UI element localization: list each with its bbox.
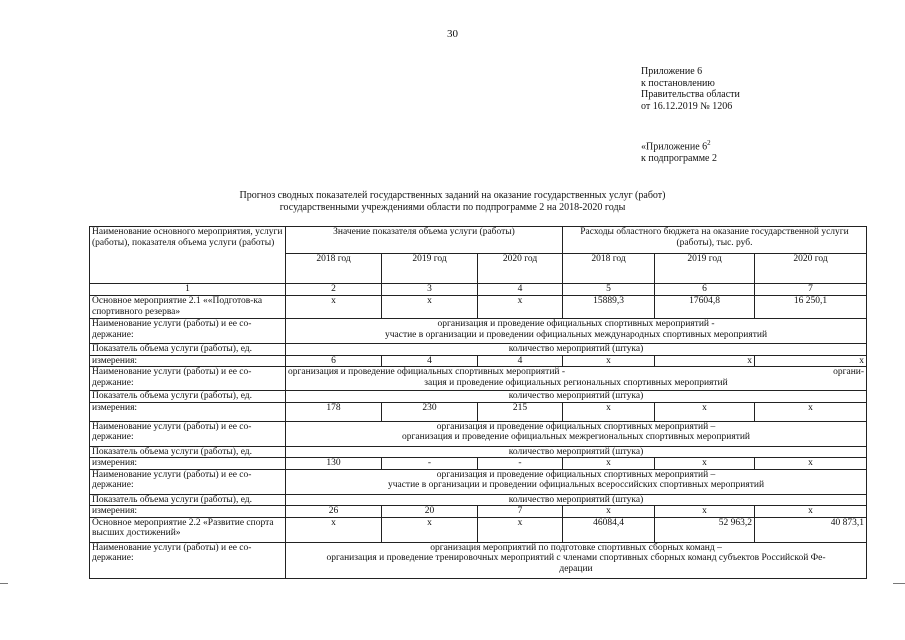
annex-block [641, 66, 740, 112]
table-row-indicator [90, 446, 867, 458]
value-cell: 17604,8 [655, 296, 755, 319]
value-cell: 4 [478, 355, 563, 367]
service-name-part: организация и проведение официальных спортивных мероприятий - [288, 367, 566, 377]
value-cell: 4 [382, 355, 478, 367]
service-name-text [286, 319, 867, 344]
value-cell: х [563, 402, 655, 421]
value-cell: х [563, 355, 655, 367]
value-cell: 6 [286, 355, 382, 367]
value-cell: х [755, 506, 867, 518]
header-year: 2018 год [286, 254, 382, 284]
indicators-table [89, 226, 867, 579]
service-name-text [286, 542, 867, 578]
scan-edge-mark [893, 583, 905, 584]
value-cell: х [478, 296, 563, 319]
table-row-main-event-1 [90, 296, 867, 319]
title-line: Прогноз сводных показателей государственных заданий на оказание государственных услуг (работ) [239, 190, 666, 201]
value-cell: х [382, 517, 478, 542]
service-name-line: организация и проведение официальных межрегиональных спортивных мероприятий [402, 432, 751, 442]
header-year: 2019 год [655, 254, 755, 284]
table-row-service-name [90, 367, 867, 391]
value-cell: х [755, 355, 867, 367]
column-number: 1 [90, 284, 286, 296]
annex-sub-block [641, 137, 717, 165]
service-name-line: участие в организации и проведении официальных международных спортивных мероприятий [384, 329, 768, 340]
table-row-service-name [90, 469, 867, 494]
scan-edge-mark [0, 583, 8, 584]
indicator-label: Показатель объема услуги (работы), ед. [90, 344, 286, 356]
value-cell: 178 [286, 402, 382, 421]
table-row-service-name [90, 421, 867, 446]
service-name-line: организация и проведение официальных спортивных мероприятий – [436, 421, 716, 432]
indicator-label: Показатель объема услуги (работы), ед. [90, 494, 286, 506]
service-name-line: организация и проведение тренировочных мероприятий с членами спортивных сборных команд субъектов Российской Фе- [326, 553, 826, 563]
column-number: 5 [563, 284, 655, 296]
column-number: 6 [655, 284, 755, 296]
main-event-label: Основное мероприятие 2.1 ««Подготов-ка спортивного резерва» [90, 296, 286, 319]
service-name-line: зация и проведение официальных региональных спортивных мероприятий [424, 377, 728, 388]
value-cell: х [655, 506, 755, 518]
value-cell: - [478, 458, 563, 470]
indicator-text: количество мероприятий (штука) [286, 494, 867, 506]
service-name-label: Наименование услуги (работы) и ее со-держание: [90, 542, 286, 578]
table-row-indicator-values [90, 506, 867, 518]
value-cell: х [655, 355, 755, 367]
value-cell: 46084,4 [563, 517, 655, 542]
indicator-text: количество мероприятий (штука) [286, 446, 867, 458]
column-number: 2 [286, 284, 382, 296]
value-cell: 130 [286, 458, 382, 470]
value-cell: х [478, 517, 563, 542]
value-cell: х [286, 296, 382, 319]
indicator-label-units: измерения: [90, 506, 286, 518]
annex-line: Правительства области [641, 89, 740, 100]
table-row-indicator-values [90, 402, 867, 421]
indicator-label-units: измерения: [90, 402, 286, 421]
value-cell: 7 [478, 506, 563, 518]
value-cell: 15889,3 [563, 296, 655, 319]
indicator-label-units: измерения: [90, 355, 286, 367]
page-number: 30 [447, 28, 458, 40]
table-number-row [90, 284, 867, 296]
service-name-text [286, 421, 867, 446]
value-cell: х [286, 517, 382, 542]
annex-sub-line: к подпрограмме 2 [641, 153, 717, 165]
column-number: 4 [478, 284, 563, 296]
table-row-indicator [90, 344, 867, 356]
value-cell: х [755, 402, 867, 421]
document-title [0, 190, 905, 214]
service-name-label: Наименование услуги (работы) и ее со-держание: [90, 319, 286, 344]
table-row-indicator-values [90, 355, 867, 367]
service-name-line: дерации [559, 563, 593, 574]
value-cell: 40 873,1 [755, 517, 867, 542]
value-cell: х [755, 458, 867, 470]
header-group-volume: Значение показателя объема услуги (работы) [286, 227, 563, 254]
service-name-line [288, 367, 864, 378]
annex-sub-superscript: 2 [707, 139, 711, 147]
value-cell: х [563, 458, 655, 470]
service-name-label: Наименование услуги (работы) и ее со-держание: [90, 367, 286, 391]
service-name-label: Наименование услуги (работы) и ее со-держание: [90, 469, 286, 494]
value-cell: х [563, 506, 655, 518]
table-row-indicator [90, 391, 867, 403]
annex-line: к постановлению [641, 77, 715, 89]
value-cell: х [655, 458, 755, 470]
service-name-line: организация и проведение официальных спортивных мероприятий - [437, 319, 715, 329]
value-cell: х [655, 402, 755, 421]
column-number: 7 [755, 284, 867, 296]
annex-line: от 16.12.2019 № 1206 [641, 100, 733, 112]
service-name-text [286, 367, 867, 391]
annex-sub-text: «Приложение 6 [641, 141, 708, 153]
annex-sub-line [641, 137, 717, 153]
annex-line: Приложение 6 [641, 66, 703, 77]
indicator-label: Показатель объема услуги (работы), ед. [90, 391, 286, 403]
indicator-label: Показатель объема услуги (работы), ед. [90, 446, 286, 458]
header-year: 2020 год [755, 254, 867, 284]
header-year: 2019 год [382, 254, 478, 284]
header-year: 2018 год [563, 254, 655, 284]
value-cell: 52 963,2 [655, 517, 755, 542]
service-name-line: организация мероприятий по подготовке спортивных сборных команд – [430, 542, 722, 553]
header-group-expenses: Расходы областного бюджета на оказание государственной услуги (работы), тыс. руб. [563, 227, 867, 254]
header-col1: Наименование основного мероприятия, услуги (работы), показателя объема услуги (работы) [90, 227, 286, 284]
value-cell: 26 [286, 506, 382, 518]
value-cell: 16 250,1 [755, 296, 867, 319]
table-row-service-name [90, 319, 867, 344]
value-cell: 215 [478, 402, 563, 421]
main-event-label: Основное мероприятие 2.2 «Развитие спорта высших достижений» [90, 517, 286, 542]
value-cell: - [382, 458, 478, 470]
service-name-text [286, 469, 867, 494]
service-name-label: Наименование услуги (работы) и ее со-держание: [90, 421, 286, 446]
value-cell: 20 [382, 506, 478, 518]
table-row-service-name [90, 542, 867, 578]
value-cell: х [382, 296, 478, 319]
service-name-line: организация и проведение официальных спортивных мероприятий – [436, 469, 716, 480]
indicator-label-units: измерения: [90, 458, 286, 470]
indicator-text: количество мероприятий (штука) [286, 391, 867, 403]
column-number: 3 [382, 284, 478, 296]
value-cell: 230 [382, 402, 478, 421]
header-year: 2020 год [478, 254, 563, 284]
table-row-main-event-2 [90, 517, 867, 542]
service-name-part: органи- [833, 367, 865, 377]
service-name-line: участие в организации и проведении официальных всероссийских спортивных мероприятий [387, 480, 765, 490]
table-header-row [90, 227, 867, 254]
table-row-indicator-values [90, 458, 867, 470]
table-row-indicator [90, 494, 867, 506]
title-line: государственными учреждениями области по подпрограмме 2 на 2018-2020 годы [279, 202, 626, 213]
indicator-text: количество мероприятий (штука) [286, 344, 867, 356]
